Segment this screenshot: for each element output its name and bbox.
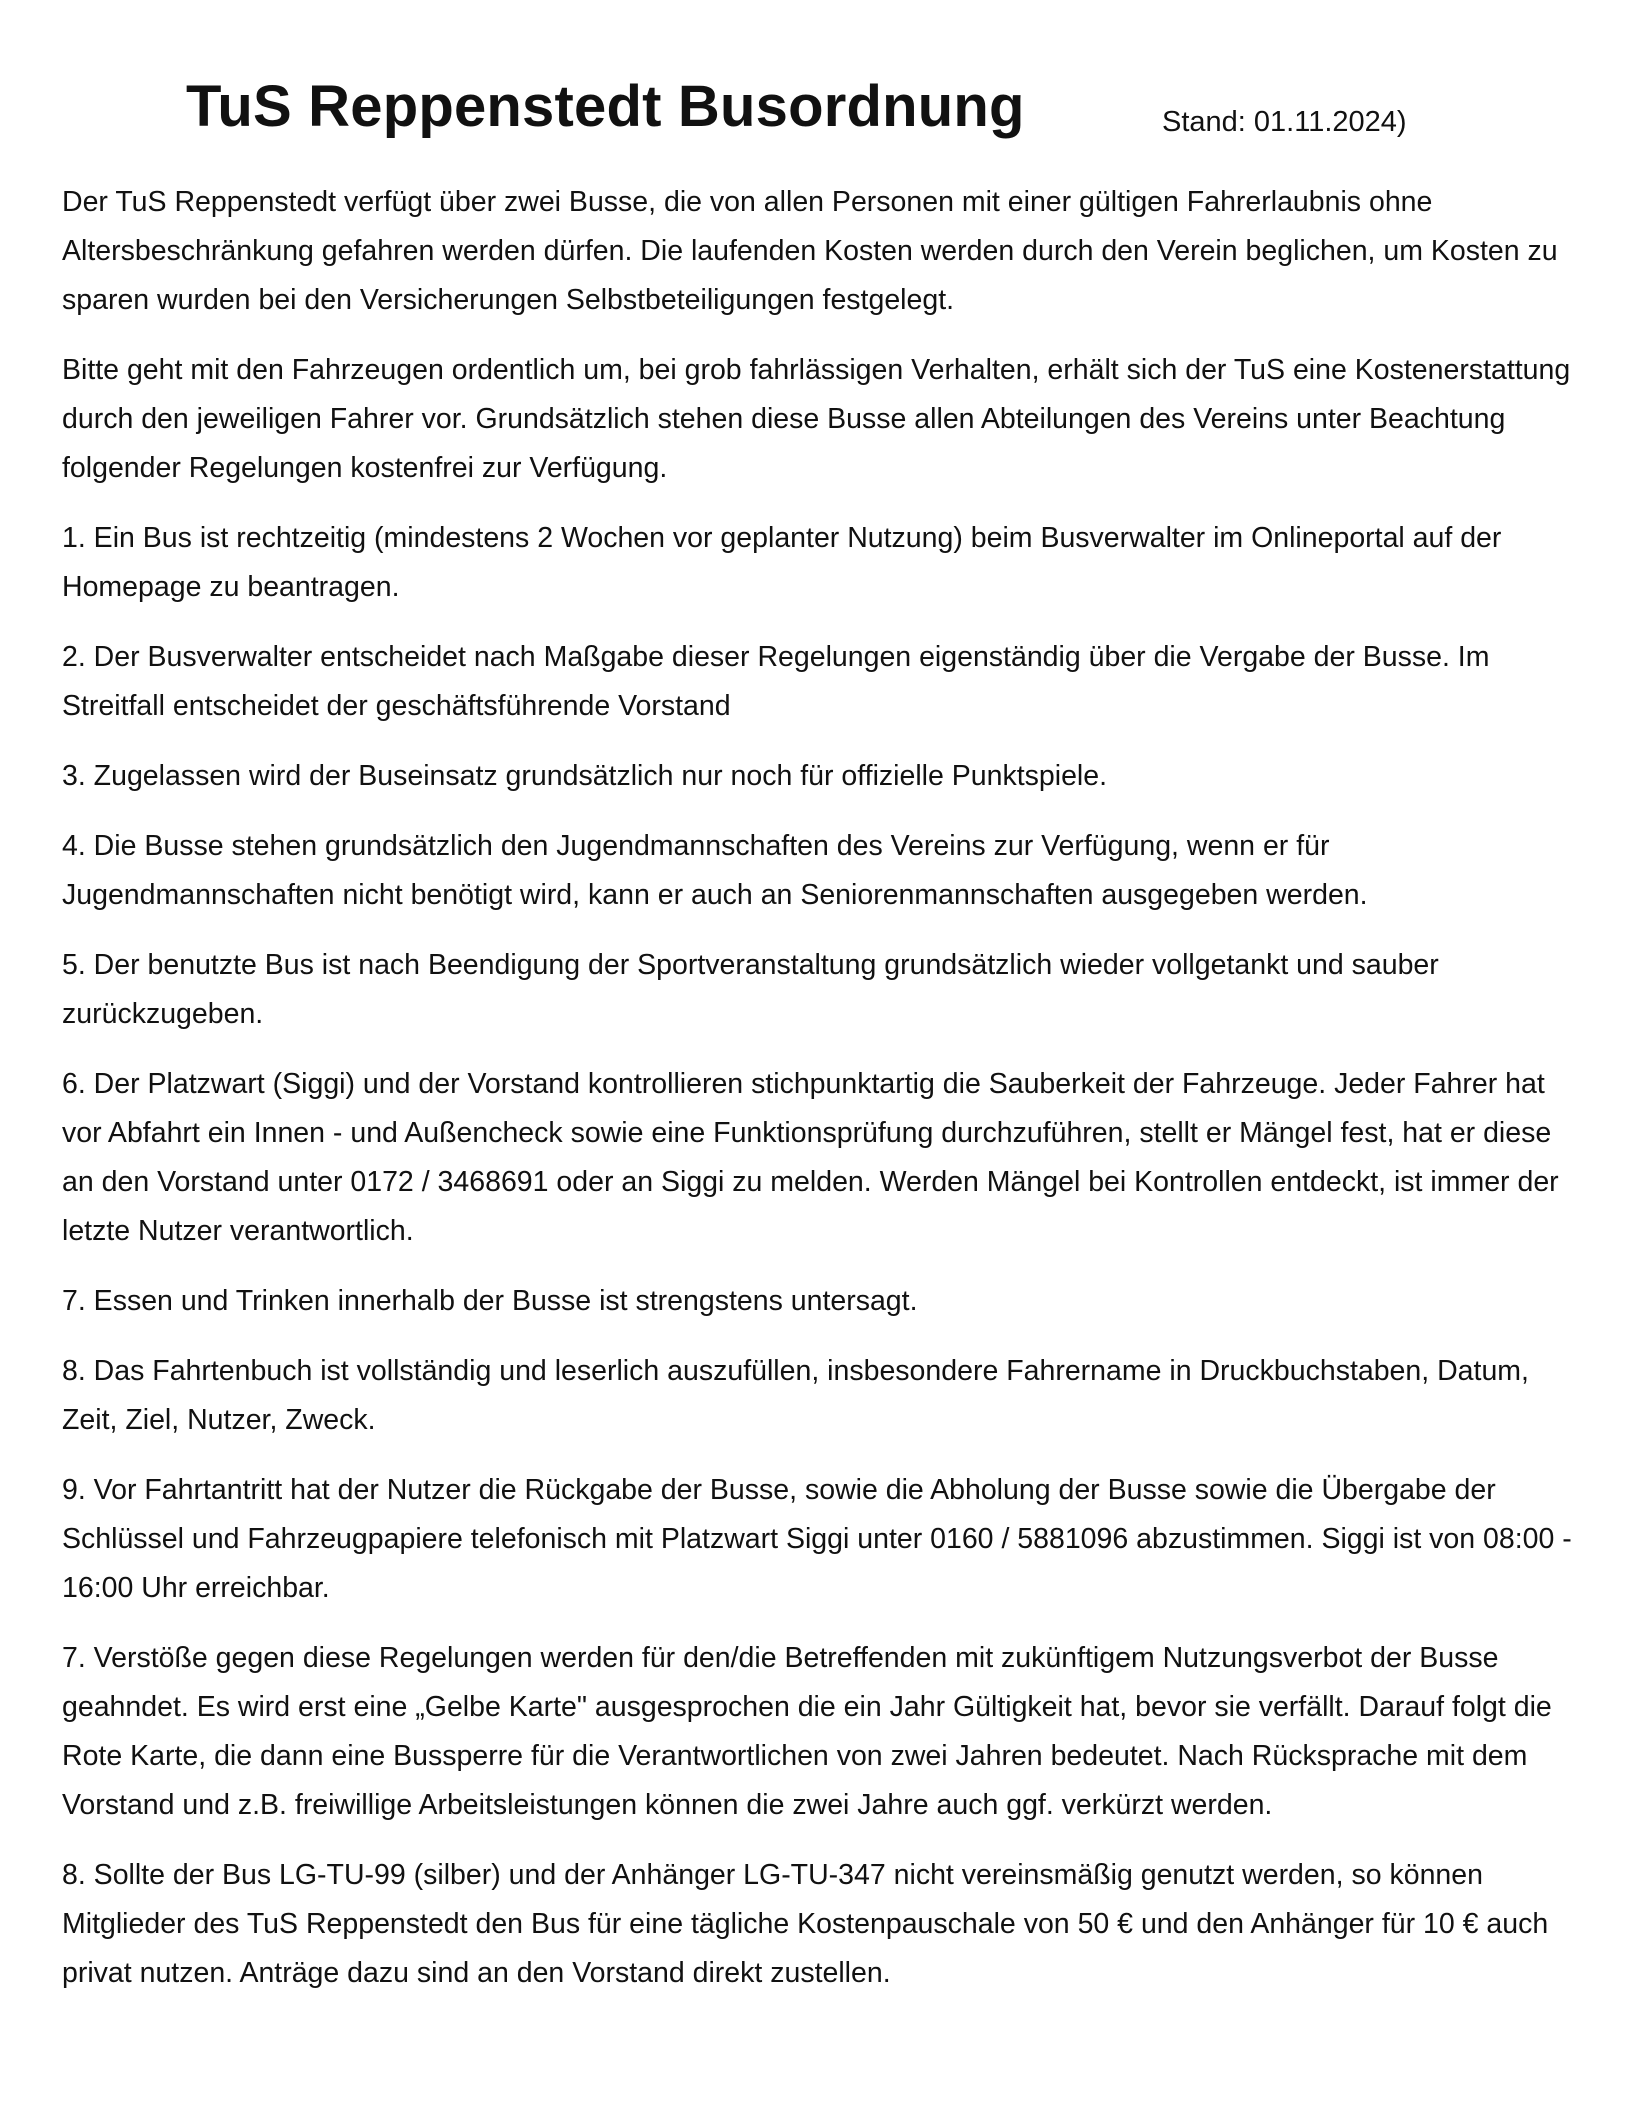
intro-paragraph: Bitte geht mit den Fahrzeugen ordentlich um, bei grob fahrlässigen Verhalten, erhält sich der TuS eine Kostenerstattung durch den jeweiligen Fahrer vor. Grundsätzlich stehen diese Busse allen Abteilungen des Vereins unter Beachtung folgender Regelungen kostenfrei zur Verfügung. — [62, 354, 1571, 484]
rule-paragraph: 1. Ein Bus ist rechtzeitig (mindestens 2 Wochen vor geplanter Nutzung) beim Busverwalter im Onlineportal auf der Homepage zu beantragen. — [62, 522, 1502, 603]
document-date: Stand: 01.11.2024) — [1162, 106, 1407, 138]
rule-paragraph: 2. Der Busverwalter entscheidet nach Maßgabe dieser Regelungen eigenständig über die Vergabe der Busse. Im Streitfall entscheidet der geschäftsführende Vorstand — [62, 641, 1490, 722]
rule-paragraph: 5. Der benutzte Bus ist nach Beendigung der Sportveranstaltung grundsätzlich wieder vollgetankt und sauber zurückzugeben. — [62, 949, 1439, 1030]
rule-paragraph: 8. Das Fahrtenbuch ist vollständig und leserlich auszufüllen, insbesondere Fahrername in Druckbuchstaben, Datum, Zeit, Ziel, Nutzer, Zweck. — [62, 1355, 1529, 1436]
intro-paragraph: Der TuS Reppenstedt verfügt über zwei Busse, die von allen Personen mit einer gültigen Fahrerlaubnis ohne Altersbeschränkung gefahren werden dürfen. Die laufenden Kosten werden durch den Verein beglichen, um Kosten zu sparen wurden bei den Versicherungen Selbstbeteiligungen festgelegt. — [62, 186, 1558, 316]
rule-paragraph: 4. Die Busse stehen grundsätzlich den Jugendmannschaften des Vereins zur Verfügung, wenn er für Jugendmannschaften nicht benötigt wird, kann er auch an Seniorenmannschaften ausgegeben werden. — [62, 830, 1368, 911]
rule-paragraph: 3. Zugelassen wird der Buseinsatz grundsätzlich nur noch für offizielle Punktspiele. — [62, 760, 1108, 792]
document-header — [62, 0, 1586, 178]
document-body — [62, 178, 1586, 1998]
rule-paragraph: 6. Der Platzwart (Siggi) und der Vorstand kontrollieren stichpunktartig die Sauberkeit der Fahrzeuge. Jeder Fahrer hat vor Abfahrt ein Innen - und Außencheck sowie eine Funktionsprüfung durchzuführen, stellt er Mängel fest, hat er diese an den Vorstand unter 0172 / 3468691 oder an Siggi zu melden. Werden Mängel bei Kontrollen entdeckt, ist immer der letzte Nutzer verantwortlich. — [62, 1068, 1559, 1247]
document-title: TuS Reppenstedt Busordnung — [186, 74, 1025, 139]
rule-paragraph: 7. Essen und Trinken innerhalb der Busse ist strengstens untersagt. — [62, 1285, 918, 1317]
rule-paragraph: 7. Verstöße gegen diese Regelungen werden für den/die Betreffenden mit zukünftigem Nutzungsverbot der Busse geahndet. Es wird erst eine „Gelbe Karte" ausgesprochen die ein Jahr Gültigkeit hat, bevor sie verfällt. Darauf folgt die Rote Karte, die dann eine Bussperre für die Verantwortlichen von zwei Jahren bedeutet. Nach Rücksprache mit dem Vorstand und z.B. freiwillige Arbeitsleistungen können die zwei Jahre auch ggf. verkürzt werden. — [62, 1642, 1552, 1821]
rule-paragraph: 9. Vor Fahrtantritt hat der Nutzer die Rückgabe der Busse, sowie die Abholung der Busse sowie die Übergabe der Schlüssel und Fahrzeugpapiere telefonisch mit Platzwart Siggi unter 0160 / 5881096 abzustimmen. Siggi ist von 08:00 - 16:00 Uhr erreichbar. — [62, 1474, 1572, 1604]
rule-paragraph: 8. Sollte der Bus LG-TU-99 (silber) und der Anhänger LG-TU-347 nicht vereinsmäßig genutzt werden, so können Mitglieder des TuS Reppenstedt den Bus für eine tägliche Kostenpauschale von 50 € und den Anhänger für 10 € auch privat nutzen. Anträge dazu sind an den Vorstand direkt zustellen. — [62, 1859, 1549, 1989]
